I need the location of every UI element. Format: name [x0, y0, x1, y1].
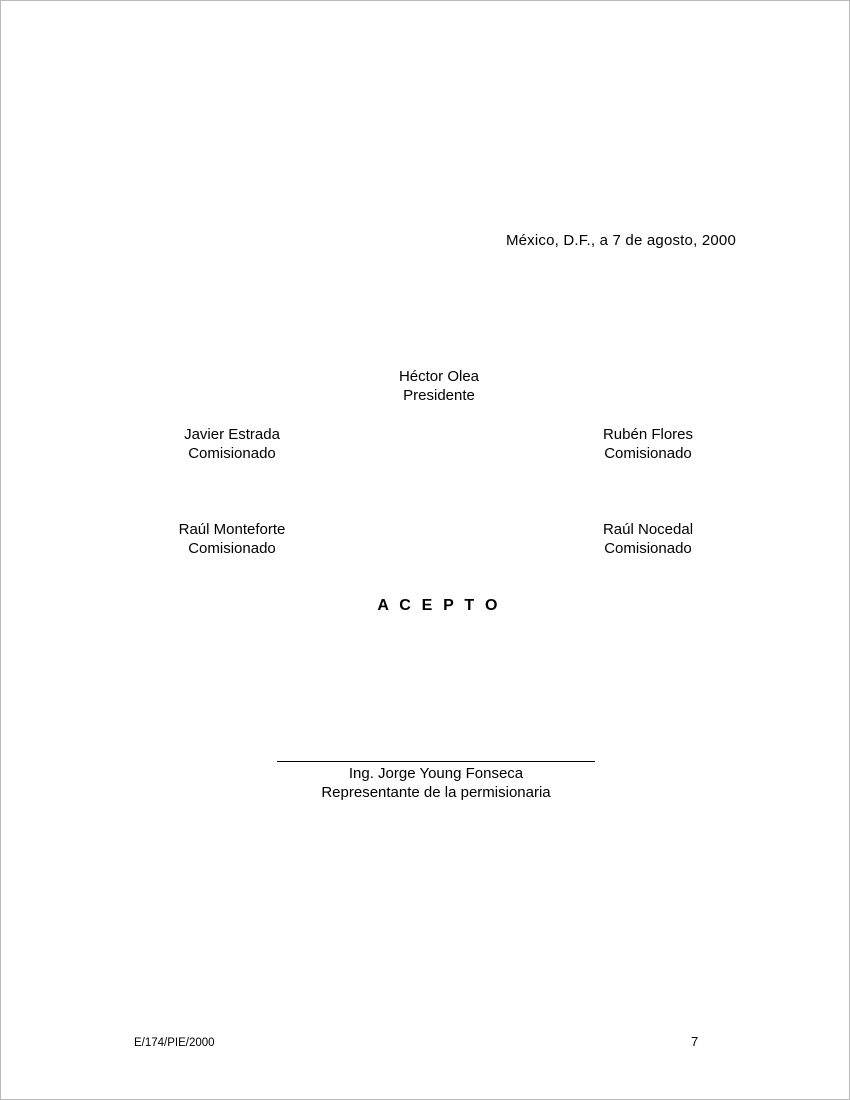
acceptance-heading: A C E P T O — [377, 597, 501, 614]
signer-role: Comisionado — [188, 540, 276, 557]
signer-role: Comisionado — [604, 445, 692, 462]
footer-page-number: 7 — [691, 1034, 699, 1049]
signer-name: Raúl Nocedal — [602, 521, 694, 538]
signer-role: Comisionado — [188, 445, 276, 462]
signer-name: Rubén Flores — [602, 426, 694, 443]
signature-role: Representante de la permisionaria — [321, 784, 551, 801]
signer-raul-monteforte — [129, 520, 335, 558]
signer-name: Javier Estrada — [184, 426, 280, 443]
signer-president — [336, 367, 542, 405]
signer-role: Presidente — [403, 387, 475, 404]
footer-reference: E/174/PIE/2000 — [134, 1037, 215, 1049]
signature-block — [276, 761, 596, 802]
date-line: México, D.F., a 7 de agosto, 2000 — [505, 232, 736, 249]
signer-ruben-flores — [545, 425, 751, 463]
signature-line — [277, 761, 595, 762]
signer-name: Raúl Monteforte — [178, 521, 286, 538]
signer-javier-estrada — [129, 425, 335, 463]
signature-name: Ing. Jorge Young Fonseca — [348, 765, 524, 782]
document-body — [1, 1, 850, 1100]
signer-name: Héctor Olea — [398, 368, 480, 385]
signer-raul-nocedal — [545, 520, 751, 558]
signer-role: Comisionado — [604, 540, 692, 557]
